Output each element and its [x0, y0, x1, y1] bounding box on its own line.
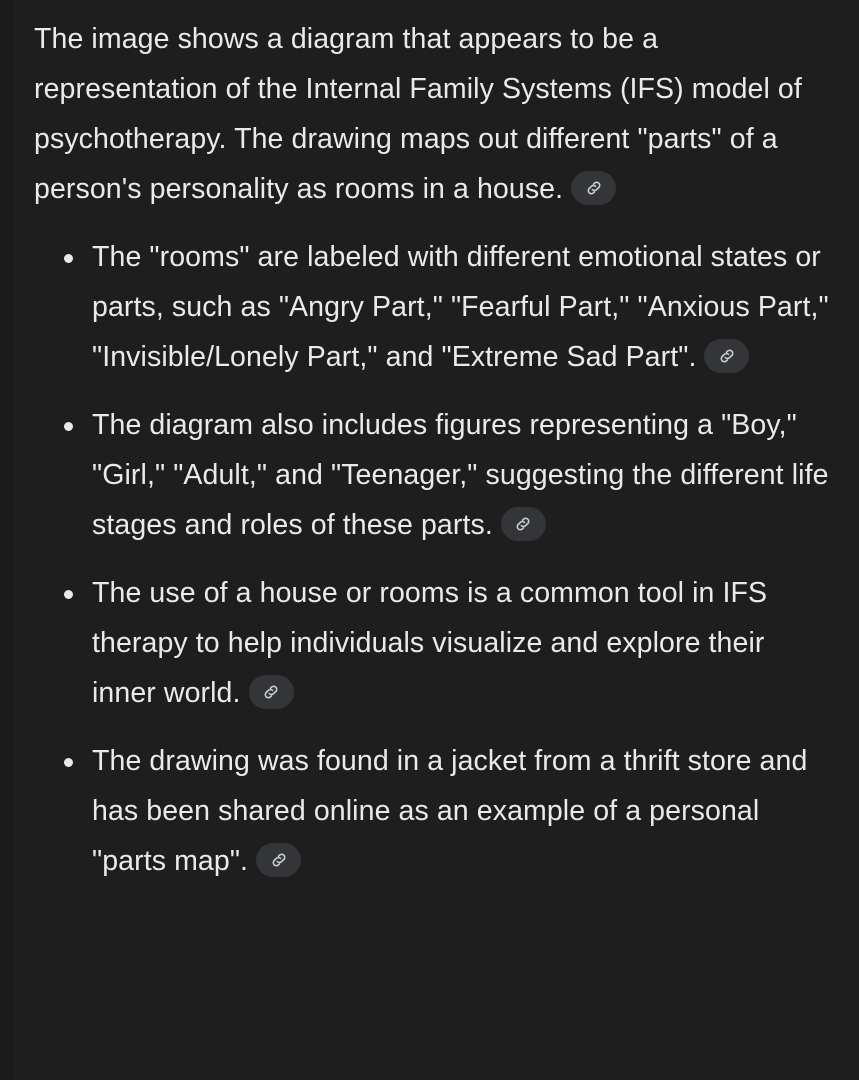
bullet-dot-icon — [64, 254, 73, 263]
bullet-dot-icon — [64, 590, 73, 599]
list-item-text: The "rooms" are labeled with different emotional states or parts, such as "Angry Part," "Fearful Part," "Anxious Part," "Invisible/Lonely Part," and "Extreme Sad Part". — [92, 241, 829, 373]
list-item — [34, 736, 833, 886]
left-gutter — [0, 0, 14, 1080]
link-icon — [261, 682, 281, 702]
lead-paragraph — [34, 14, 833, 214]
citation-chip-4[interactable] — [256, 843, 301, 877]
list-item — [34, 568, 833, 718]
bullet-dot-icon — [64, 422, 73, 431]
citation-chip-3[interactable] — [249, 675, 294, 709]
lead-paragraph-text: The image shows a diagram that appears to be a representation of the Internal Family Systems (IFS) model of psychotherapy. The drawing maps out different "parts" of a person's personality as rooms in a house. — [34, 23, 802, 205]
list-item — [34, 400, 833, 550]
list-item-text: The use of a house or rooms is a common tool in IFS therapy to help individuals visualize and explore their inner world. — [92, 577, 768, 709]
link-icon — [513, 514, 533, 534]
link-icon — [717, 346, 737, 366]
list-item-text: The drawing was found in a jacket from a thrift store and has been shared online as an example of a personal "parts map". — [92, 745, 808, 877]
citation-chip-lead[interactable] — [571, 171, 616, 205]
bullet-dot-icon — [64, 758, 73, 767]
citation-chip-2[interactable] — [501, 507, 546, 541]
link-icon — [269, 850, 289, 870]
bullet-list — [34, 232, 833, 886]
list-item-text: The diagram also includes figures representing a "Boy," "Girl," "Adult," and "Teenager," suggesting the different life stages and roles of these parts. — [92, 409, 829, 541]
list-item — [34, 232, 833, 382]
link-icon — [584, 178, 604, 198]
citation-chip-1[interactable] — [704, 339, 749, 373]
answer-content — [14, 0, 859, 1080]
